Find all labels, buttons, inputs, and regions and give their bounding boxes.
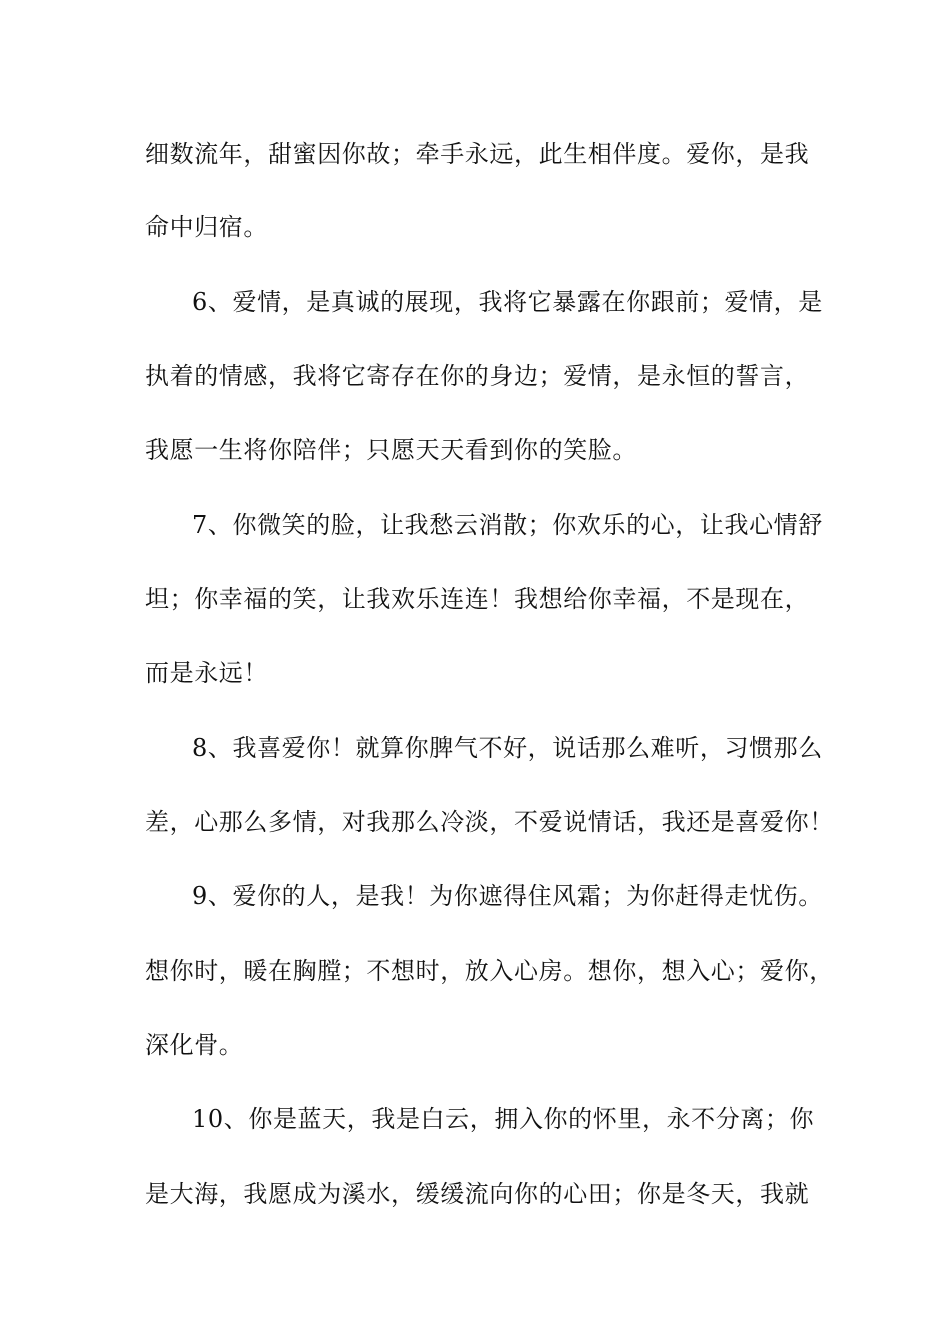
text-line: 我愿一生将你陪伴；只愿天天看到你的笑脸。 [145,436,637,464]
paragraph-7-start: 7、你微笑的脸，让我愁云消散；你欢乐的心，让我心情舒 [192,511,823,539]
text-line: 深化骨。 [145,1031,244,1059]
paragraph-8-start: 8、我喜爱你！就算你脾气不好，说话那么难听，习惯那么 [192,734,823,762]
text-line: 差，心那么多情，对我那么冷淡，不爱说情话，我还是喜爱你！ [145,808,834,836]
paragraph-6-start: 6、爱情，是真诚的展现，我将它暴露在你跟前；爱情，是 [192,288,823,316]
paragraph-10-start: 10、你是蓝天，我是白云，拥入你的怀里，永不分离；你 [192,1105,815,1133]
text-line: 想你时，暖在胸膛；不想时，放入心房。想你，想入心；爱你， [145,957,834,985]
text-line: 命中归宿。 [145,213,268,241]
text-line: 细数流年，甜蜜因你故；牵手永远，此生相伴度。爱你，是我 [145,140,810,168]
text-line: 而是永远！ [145,659,268,687]
text-line: 执着的情感，我将它寄存在你的身边；爱情，是永恒的誓言， [145,362,810,390]
text-line: 坦；你幸福的笑，让我欢乐连连！我想给你幸福，不是现在， [145,585,810,613]
text-line: 是大海，我愿成为溪水，缓缓流向你的心田；你是冬天，我就 [145,1180,810,1208]
paragraph-9-start: 9、爱你的人，是我！为你遮得住风霜；为你赶得走忧伤。 [192,882,823,910]
